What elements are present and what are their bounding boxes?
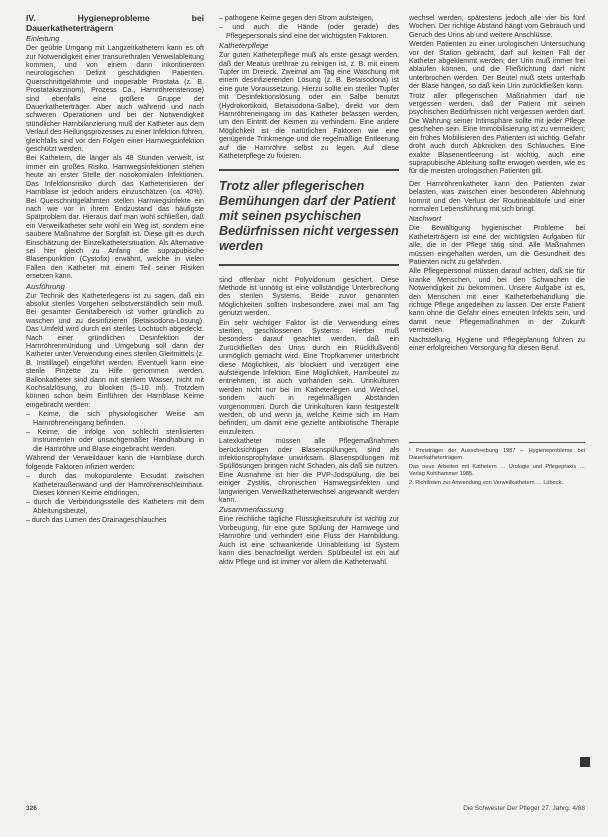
paragraph: wechsel werden, spätestens jedoch alle vier bis fünf Wochen. Der richtige Abstand hängt vom Gebrauch und Geruch des Urins ab und weitere Anschlüsse. xyxy=(409,14,585,39)
paragraph: Der geübte Umgang mit Langzeitkathetern kann es oft zur Notwendigkeit einer transurethralen Verweilableitung kommen, und von einem dann inkontinenten neurologischen Defizit geschädigten Patienten. Querschnittgelähmte und inoperable Prostata (z. B. Prostatakarzinom), Prozess Ca., Harnröhrenstenose) sind ebenfalls eine größere Gruppe der Dauerkatheterträger. Aber auch während und nach schweren Operationen und bei der Notwendigkeit stündlicher Harnbilanzierung muß der Katheter aus dem Verlauf des Heilungsprozesses zu einer Infektion führen, gleichfalls sind vor den Folgen einer Harnwegsinfektion geschützt werden. xyxy=(26,44,204,154)
paragraph: Der Harnröhrenkatheter kann den Patienten zwar belasten, was zwischen einer besonderen Ablehnung kommt und den Verlust der Routineabläufe und einer normalen Lebensführung mit sich bringt. xyxy=(409,179,585,213)
paragraph: Trotz aller pflegerischen Maßnahmen darf nie vergessen werden, daß der Patient mit seinen psychischen Bedürfnissen nicht vergessen werden darf. Die Wahrung seiner Intimsphäre sollte mit jeder Pflege geschehen sein. Eine Immobilisierung ist zu vermeiden; ein frühes Mobilisieren des Patienten ist wichtig. Gefahr droht auch durch Abknicken des Schlauches. Eine exakte Blasenentleerung ist wichtig, auch eine suprapubische Ableitung sollte erwogen werden, wie es für die meisten urologischen Patienten gilt. xyxy=(409,91,585,176)
list-item: – pathogene Keime gegen den Strom aufsteigen, xyxy=(219,14,399,22)
section-title-katheterpflege: Katheterpflege xyxy=(219,41,269,51)
list-item: – durch die Verbindungsstelle des Katheters mit dem Ableitungsbeutel, xyxy=(26,498,204,515)
column-left xyxy=(26,14,204,525)
column-middle xyxy=(219,14,399,566)
paragraph: Nachstellung, Hygiene und Pflegeplanung führen zu einer erfolgreichen Versorgung für diesen Beruf. xyxy=(409,335,585,353)
column-right xyxy=(409,14,585,486)
paragraph: Zur guten Katheterpflege muß als erste gesagt werden, daß der Meatus urethrae zu reinigen ist, z. B. mit einem Tupfer im Dreieck. Zweimal am Tag eine Waschung mit einem desinfizierenden Lösung (z. B. Betaisodona) ist eine gute Voraussetzung. Hierzu sollte ein steriler Tupfer mit Desinfektionslösung oder ein Salbe benutzt (Hydrokortikoid, Betaisodona-Salbe), direkt vor dem Harnröhreneingang im das Katheter belassen werden, um den Eintritt der Keimen zu verhindern. Eine andere Möglichkeit ist die natürlichen Faktoren wie eine genügende Trinkmenge und die regelmäßige Entleerung auf die Harnröhre selbst zu legen. Auf diese Katheterpflege zu fixieren. xyxy=(219,51,399,161)
section-title-nachwort: Nachwort xyxy=(409,214,442,224)
section-title-ausfuehrung: Ausführung xyxy=(26,281,65,291)
paragraph: Die Bewältigung hygienischer Probleme bei Katheterträgern ist eine der wichtigsten Aufgaben für alle, die in der Pflege tätig sind. Alle Maßnahmen müssen eingehalten werden, um die Gesundheit des Patienten nicht zu gefährden. xyxy=(409,224,585,266)
footnote: Das neue Arbeiten mit Kathetern … Urologie und Pflegepraxis … Verlag Kohlhammer 1985. xyxy=(409,464,585,477)
journal-name: Die Schwester Der Pfleger 27. Jahrg. 4/88 xyxy=(463,805,585,812)
section-title-zusammenfassung: Zusammenfassung xyxy=(219,505,284,515)
list-item: – Keime, die sich physiologischer Weise am Harnröhreneingang befinden. xyxy=(26,410,204,427)
list-item: – und auch die Hände (oder gerade) des Pflegepersonals sind eine der wichtigsten Faktoren. xyxy=(219,23,399,40)
paragraph: Zur Technik des Katheterlegens ist zu sagen, daß ein absolut steriles Vorgehen selbstverständlich sein muß. Bei gesamter Genitalbereich ist vorher gründlich zu waschen und zu desinfizieren (Betaisodona-Lösung). Das Umfeld wird durch ein steriles Lochtuch abgedeckt. Nach einer gründlichen Desinfektion der Harnröhrenmündung und Umgebung soll dann der Katheter unter Verwendung eines sterilen Gleitmittels (z. B. Instillagel) eingeführt werden. Eventuell kann eine sterile Pinzette zu Hilfe genommen werden. Ballonkatheter sind dann mit sterilem Wasser, nicht mit Kochsalzlösung, zu blocken (5–10 ml). Trotzdem können schon beim Einführen der Harnblase Keime eingebracht werden: xyxy=(26,291,204,409)
paragraph: Bei Kathetern, die länger als 48 Stunden verweilt, ist immer ein großes Risiko. Harnwegsinfektionen stehen heute an erster Stelle der nosokomialen Infektionen. Das Infektionsrisiko durch das Katheterisieren der Harnblase ist jedoch anders einzuschätzen (ca. 40%). Bei Querschnittgelähmten stellen Harnwegsinfekte ein nach wie vor in ihrem Endzustand das häufigste Spätproblem dar. Hieraus darf man wohl schließen, daß ein Verweilkatheter sehr wohl ein Weg ist, sondern eine saubere Maßnahme der Sorgfalt ist. Diese gilt es durch Einschätzung der Einzelkathetersituation. Als Alternative sei hier gleich zu Anfang die suprapubische Blasenpunktion (Cystofix) erwähnt, welche in vielen Fällen den Katheter mit einem Teil seiner Risiken ersetzen kann. xyxy=(26,154,204,281)
list-item: – Keime, die infolge von schlecht sterilisierten Instrumenten oder unsachgemäßer Handhabung in die Harnröhre und Blase eingebracht werden. xyxy=(26,428,204,453)
paragraph: Werden Patienten zu einer urologischen Untersuchung vor der Station gebracht, darf auf keinen Fall der Katheter abgeklemmt werden; der Urin muß immer frei ablaufen können, und die Fließrichtung darf nicht unterbrochen werden. Der Beutel muß stets unterhalb der Blase hängen, so daß kein Urin zurückfließen kann. xyxy=(409,40,585,91)
paragraph: Während der Verweildauer kann die Harnblase durch folgende Faktoren infiziert werden: xyxy=(26,454,204,471)
paragraph: Latexkatheter müssen alle Pflegemaßnahmen berücksichtigen oder Blasenspülungen, sind als infektionsprophylaxe unwirksam. Blasenspülungen mit Spüllösungen bringen nicht Schaden, als daß sie nutzen. Eine Ausnahme ist hier die PVP-Jodspülung, die bei einiger Zystitis, chronischen Harnwegsinfekten und langwierigen Verweilkatheterwechsel angewandt werden kann. xyxy=(219,437,399,505)
paragraph: Ein sehr wichtiger Faktor ist die Verwendung eines sterilen, geschlossenen Systems. Hierbei muß besonders darauf geachtet werden, daß ein Zurückfließen des Urins durch ein Rückflußventil unmöglich gemacht wird. Eine Tropfkammer unterbricht diese Möglichkeit, als blockiert und verzögert eine aufsteigende Infektion. Eine Möglichkeit, Harnbeutel zu entnehmen, ist auch vorhanden sein. Urinkulturen werden nicht nur bei im Katheterlegen und Wechsel, sondern auch in regelmäßigen Abständen vorgenommen. Durch die Urinkulturen kann festgestellt werden, ob und wenn ja, welche Keime sich im Harn befinden, um damit eine gezielte antibiotische Therapie einzuleiten. xyxy=(219,318,399,436)
paragraph: Eine reichliche tägliche Flüssigkeitszufuhr ist wichtig zur Vorbeugung, für eine gute Spülung der Harnwege und Harnröhre und verhindert eine Fluss der Harnbildung. Auch ist eine schwankende Urinableitung ist System kann dies benachteiligt werden. Spülbeutel ist ein auf aktiv Pflege und ist immer vor allem die Katheterwahl. xyxy=(219,515,399,566)
list-item: – durch das Lumen des Drainageschlauches xyxy=(26,516,204,524)
footnote: ¹ Preisträger der Ausschreibung 1987 – Hygieneprobleme bei Dauerkatheterträgern. xyxy=(409,448,585,462)
list-item: – durch das mukopurulente Exsudat zwischen Katheteraußenwand und der Harnröhrenschleimhaut. Dieses können Keime eindringen, xyxy=(26,472,204,497)
paragraph: Alle Pflegepersonal müssen darauf achten, daß sie für kranke Menschen, und bei den Schwachen die Notwendigkeit zu bekommen. Unsere Aufgabe ist es, den Menschen mit einer Katheterbehandlung die richtige Pflege angedeihen zu lassen. Der erste Patient kann ohne die Gefahr eines erneuten Infekts sein, und damit neue Pflegemaßnahmen in der Zukunft vermeiden. xyxy=(409,267,585,335)
section-title-einleitung: Einleitung xyxy=(26,34,60,44)
footnotes xyxy=(409,442,585,486)
page-number: 326 xyxy=(26,805,37,812)
article-heading: IV. Hygieneprobleme bei Dauerkatheterträgern xyxy=(26,13,204,33)
footnote: 2. Richtlinien zur Anwendung von Verweilkathetern … Lübeck. xyxy=(409,479,563,486)
pull-quote-text: Trotz aller pflegerischen Bemühungen darf der Patient mit seinen psychischen Bedürfnissen nicht vergessen werden xyxy=(219,178,399,253)
paragraph: sind offenbar nicht Polyvidonum gesichert. Diese Methode ist unnötig ist eine vollständige Unterbrechung des sterilen Systems. Beide zuvor genannten Möglichkeiten sollten insbesondere zwei mal am Tag genutzt werden. xyxy=(219,275,399,318)
end-mark-icon xyxy=(580,757,590,767)
pull-quote xyxy=(219,169,399,266)
